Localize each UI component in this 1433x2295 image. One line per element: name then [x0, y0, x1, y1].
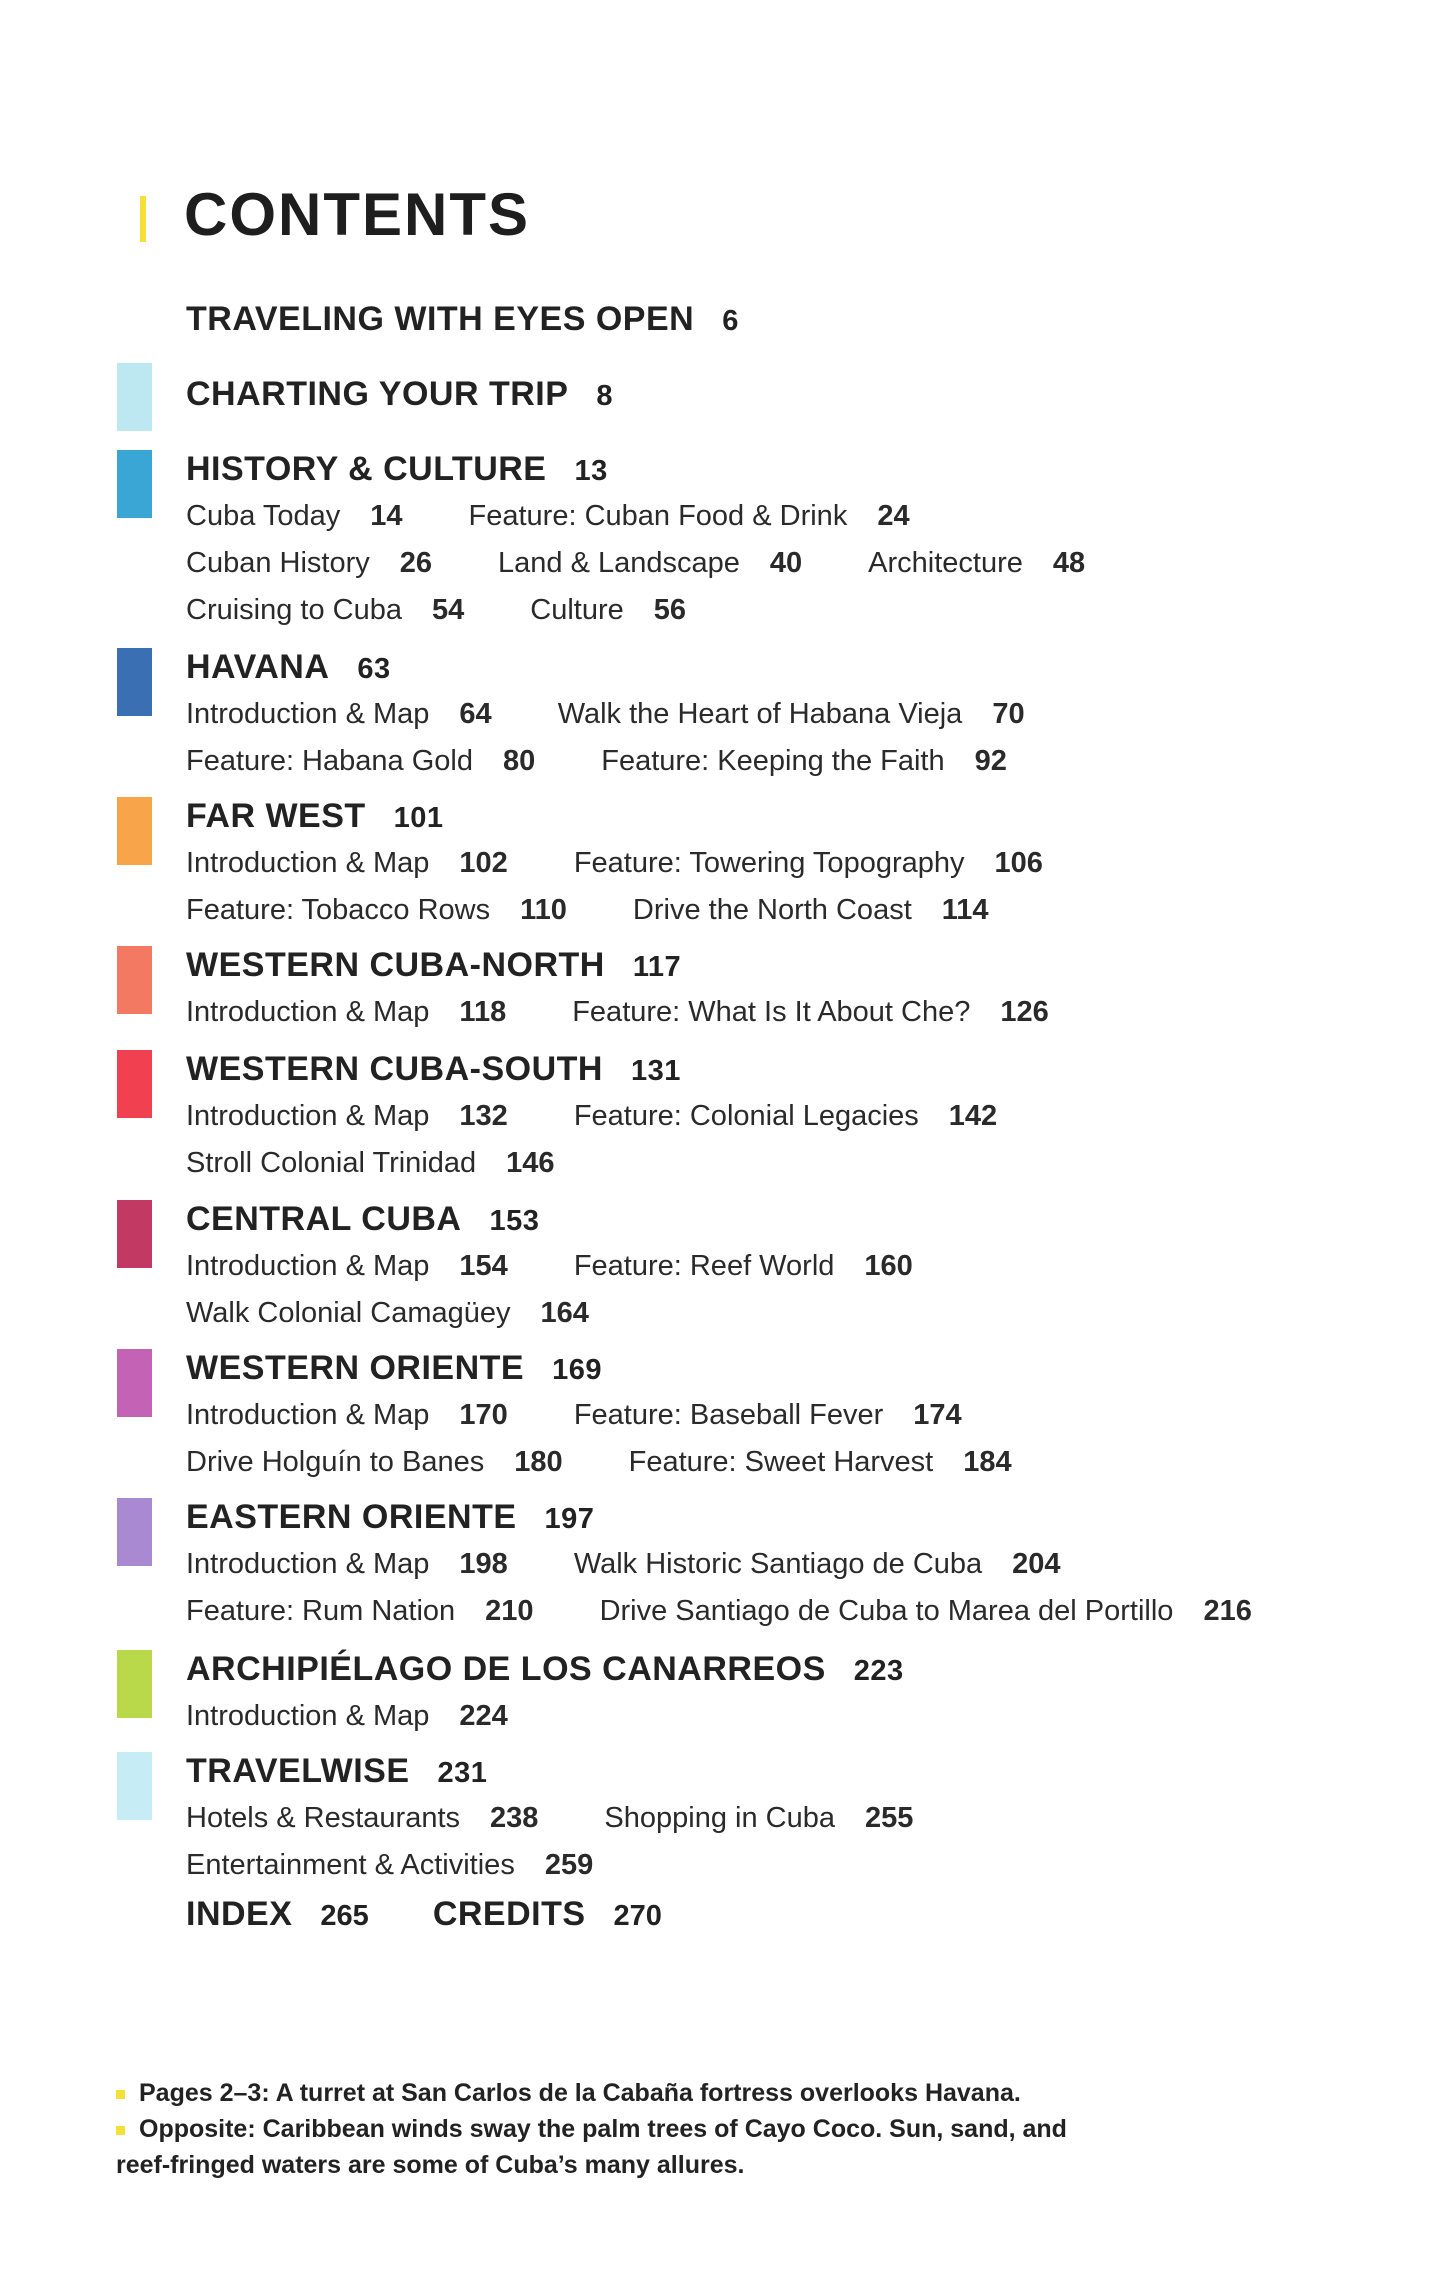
entry-label: Introduction & Map [186, 1100, 430, 1132]
section-title: WESTERN ORIENTE [186, 1349, 525, 1387]
toc-line [186, 1100, 1063, 1133]
entry-label: Feature: Colonial Legacies [573, 1100, 919, 1132]
toc-entry[interactable] [629, 1446, 1012, 1478]
toc-entry[interactable] [186, 698, 492, 730]
entry-label: Land & Landscape [498, 547, 740, 579]
section-title: ARCHIPIÉLAGO DE LOS CANARREOS [186, 1650, 826, 1688]
entry-page-number: 170 [459, 1399, 508, 1431]
section-title: FAR WEST [186, 797, 366, 835]
section-heading[interactable] [186, 300, 739, 339]
section-page-number: 197 [544, 1503, 595, 1535]
section-heading[interactable] [186, 1498, 594, 1537]
title-accent-mark [140, 196, 146, 242]
entry-label: Introduction & Map [186, 847, 430, 879]
entry-label: Drive Santiago de Cuba to Marea del Portillo [599, 1595, 1174, 1627]
section-color-tab [117, 363, 152, 431]
entry-page-number: 110 [520, 894, 567, 926]
entry-label: Shopping in Cuba [604, 1802, 835, 1834]
section-page-number: 169 [552, 1354, 602, 1386]
caption-line [116, 2075, 1116, 2111]
entry-label: Feature: Keeping the Faith [601, 745, 945, 777]
entry-page-number: 106 [994, 847, 1043, 879]
toc-entry[interactable] [633, 894, 989, 926]
section-title: HISTORY & CULTURE [186, 450, 547, 488]
toc-entry[interactable] [186, 1700, 508, 1732]
section-page-number: 6 [722, 305, 739, 337]
index-label[interactable]: INDEX [186, 1895, 293, 1933]
entry-page-number: 26 [399, 547, 433, 579]
toc-entry[interactable] [574, 1250, 913, 1282]
section-heading[interactable] [186, 450, 608, 489]
toc-entry[interactable] [186, 547, 432, 579]
entry-page-number: 142 [948, 1100, 998, 1132]
toc-line [186, 894, 1055, 927]
section-color-tab [117, 1200, 152, 1268]
toc-line [186, 1399, 1028, 1432]
entry-label: Cruising to Cuba [186, 594, 402, 626]
section-title: TRAVELWISE [186, 1752, 410, 1790]
entry-label: Feature: Cuban Food & Drink [468, 500, 848, 532]
toc-entry[interactable] [186, 1250, 508, 1282]
toc-entry[interactable] [574, 1100, 997, 1132]
entry-page-number: 92 [974, 745, 1007, 777]
toc-line [186, 1147, 621, 1180]
section-title: WESTERN CUBA-NORTH [186, 946, 605, 984]
section-color-tab [117, 946, 152, 1014]
toc-line [186, 1595, 1318, 1628]
section-heading[interactable] [186, 946, 681, 985]
section-title: CENTRAL CUBA [186, 1200, 462, 1238]
toc-entry[interactable] [186, 894, 567, 926]
section-color-tab [117, 1050, 152, 1118]
index-page: 265 [320, 1900, 369, 1932]
toc-entry[interactable] [186, 1147, 555, 1179]
entry-page-number: 210 [485, 1595, 534, 1627]
caption-line [116, 2111, 1116, 2183]
entry-label: Cuba Today [186, 500, 341, 532]
section-title: CHARTING YOUR TRIP [186, 375, 569, 413]
toc-entry[interactable] [868, 547, 1085, 579]
toc-entry[interactable] [186, 1399, 508, 1431]
toc-line [186, 698, 1091, 731]
toc-entry[interactable] [186, 1297, 589, 1329]
section-heading[interactable] [186, 1349, 602, 1388]
section-title: HAVANA [186, 648, 330, 686]
entry-label: Architecture [868, 547, 1023, 579]
section-heading[interactable] [186, 1050, 681, 1089]
section-heading[interactable] [186, 797, 444, 836]
entry-page-number: 40 [769, 547, 803, 579]
section-page-number: 117 [632, 951, 682, 983]
entry-page-number: 118 [459, 996, 507, 1028]
section-title: EASTERN ORIENTE [186, 1498, 517, 1536]
toc-entry[interactable] [469, 500, 910, 532]
entry-page-number: 14 [370, 500, 403, 532]
entry-label: Introduction & Map [186, 1700, 430, 1732]
entry-page-number: 114 [941, 894, 989, 926]
section-page-number: 8 [596, 380, 614, 412]
section-color-tab [117, 648, 152, 716]
entry-page-number: 132 [459, 1100, 508, 1132]
entry-page-number: 255 [864, 1802, 914, 1834]
section-page-number: 131 [630, 1055, 681, 1087]
section-color-tab [117, 1650, 152, 1718]
credits-page: 270 [613, 1900, 662, 1932]
toc-line [186, 1802, 979, 1835]
toc-entry[interactable] [574, 847, 1043, 879]
toc-line [186, 594, 752, 627]
toc-line [186, 1700, 574, 1733]
entry-label: Introduction & Map [186, 698, 430, 730]
entry-label: Feature: What Is It About Che? [572, 996, 971, 1028]
entry-label: Drive the North Coast [632, 894, 912, 926]
toc-line [186, 1849, 659, 1882]
toc-line [186, 996, 1115, 1029]
entry-page-number: 164 [540, 1297, 589, 1329]
caption-text: Opposite: Caribbean winds sway the palm trees of Cayo Coco. Sun, sand, and reef-fringed waters are some of Cuba’s many allures. [116, 2115, 1067, 2179]
entry-label: Hotels & Restaurants [186, 1802, 461, 1834]
toc-line [186, 745, 1073, 778]
section-page-number: 101 [393, 802, 444, 834]
section-color-tab [117, 1349, 152, 1417]
section-heading[interactable] [186, 1200, 539, 1239]
entry-page-number: 80 [502, 745, 536, 777]
entry-page-number: 146 [506, 1147, 555, 1179]
entry-label: Feature: Reef World [573, 1250, 835, 1282]
section-page-number: 13 [574, 455, 608, 487]
caption-bullet-icon [116, 2090, 125, 2099]
toc-line [186, 847, 1109, 880]
entry-page-number: 224 [459, 1700, 508, 1732]
entry-page-number: 204 [1012, 1548, 1061, 1580]
toc-entry[interactable] [186, 1446, 563, 1478]
entry-page-number: 70 [992, 698, 1025, 730]
section-page-number: 153 [489, 1205, 540, 1237]
entry-label: Introduction & Map [186, 996, 430, 1028]
entry-page-number: 238 [490, 1802, 539, 1834]
page-title: CONTENTS [184, 181, 530, 248]
toc-line [186, 547, 1151, 580]
toc-entry[interactable] [186, 996, 506, 1028]
section-page-number: 231 [437, 1757, 488, 1789]
entry-label: Stroll Colonial Trinidad [186, 1147, 477, 1179]
entry-label: Walk Colonial Camagüey [186, 1297, 511, 1329]
section-title: TRAVELING WITH EYES OPEN [186, 300, 695, 338]
entry-label: Feature: Tobacco Rows [186, 894, 491, 926]
toc-entry[interactable] [186, 1548, 508, 1580]
toc-entry[interactable] [572, 996, 1049, 1028]
section-heading[interactable] [186, 1650, 904, 1689]
toc-line [186, 500, 976, 533]
toc-entry[interactable] [558, 698, 1025, 730]
toc-line [186, 1250, 979, 1283]
entry-page-number: 56 [653, 594, 687, 626]
toc-entry[interactable] [601, 745, 1007, 777]
section-page-number: 63 [357, 653, 391, 685]
section-color-tab [117, 1498, 152, 1566]
toc-entry[interactable] [186, 594, 464, 626]
caption-bullet-icon [116, 2126, 125, 2135]
entry-label: Drive Holguín to Banes [186, 1446, 485, 1478]
entry-label: Feature: Baseball Fever [573, 1399, 884, 1431]
entry-page-number: 160 [864, 1250, 913, 1282]
toc-entry[interactable] [186, 1802, 538, 1834]
entry-page-number: 64 [459, 698, 492, 730]
toc-entry[interactable] [498, 547, 802, 579]
section-page-number: 223 [853, 1655, 904, 1687]
credits-label[interactable]: CREDITS [432, 1895, 586, 1933]
entry-label: Cuban History [186, 547, 370, 579]
entry-page-number: 154 [459, 1250, 508, 1282]
caption-text: Pages 2–3: A turret at San Carlos de la Cabaña fortress overlooks Havana. [139, 2079, 1021, 2107]
toc-entry[interactable] [604, 1802, 913, 1834]
entry-label: Introduction & Map [186, 1399, 430, 1431]
entry-page-number: 174 [913, 1399, 962, 1431]
entry-page-number: 126 [1000, 996, 1049, 1028]
toc-entry[interactable] [186, 847, 508, 879]
entry-label: Entertainment & Activities [186, 1849, 515, 1881]
entry-page-number: 184 [963, 1446, 1012, 1478]
entry-page-number: 216 [1203, 1595, 1252, 1627]
toc-entry[interactable] [186, 1100, 508, 1132]
photo-captions [116, 2075, 1116, 2183]
toc-line [186, 1548, 1127, 1581]
entry-label: Walk the Heart of Habana Vieja [557, 698, 963, 730]
entry-page-number: 48 [1052, 547, 1086, 579]
entry-label: Feature: Sweet Harvest [628, 1446, 934, 1478]
section-heading[interactable] [186, 648, 391, 687]
entry-label: Feature: Habana Gold [186, 745, 473, 777]
entry-page-number: 102 [459, 847, 508, 879]
entry-label: Feature: Rum Nation [186, 1595, 456, 1627]
toc-line [186, 1297, 655, 1330]
toc-entry[interactable] [600, 1595, 1252, 1627]
entry-page-number: 54 [432, 594, 465, 626]
toc-entry[interactable] [574, 1399, 962, 1431]
toc-entry[interactable] [186, 1849, 593, 1881]
section-heading[interactable] [186, 1752, 487, 1791]
section-title: WESTERN CUBA-SOUTH [186, 1050, 603, 1088]
toc-entry[interactable] [530, 594, 686, 626]
toc-entry[interactable] [186, 500, 403, 532]
entry-label: Feature: Towering Topography [573, 847, 965, 879]
toc-entry[interactable] [186, 745, 535, 777]
toc-line [186, 1446, 1078, 1479]
section-color-tab [117, 797, 152, 865]
entry-page-number: 180 [514, 1446, 563, 1478]
entry-page-number: 198 [459, 1548, 508, 1580]
entry-label: Introduction & Map [186, 1548, 430, 1580]
toc-entry[interactable] [574, 1548, 1061, 1580]
index-credits-row [186, 1895, 726, 1934]
section-color-tab [117, 1752, 152, 1820]
entry-label: Culture [530, 594, 624, 626]
entry-page-number: 24 [877, 500, 910, 532]
entry-label: Introduction & Map [186, 1250, 430, 1282]
section-heading[interactable] [186, 375, 613, 414]
entry-label: Walk Historic Santiago de Cuba [573, 1548, 983, 1580]
entry-page-number: 259 [544, 1849, 594, 1881]
section-color-tab [117, 450, 152, 518]
toc-entry[interactable] [186, 1595, 534, 1627]
